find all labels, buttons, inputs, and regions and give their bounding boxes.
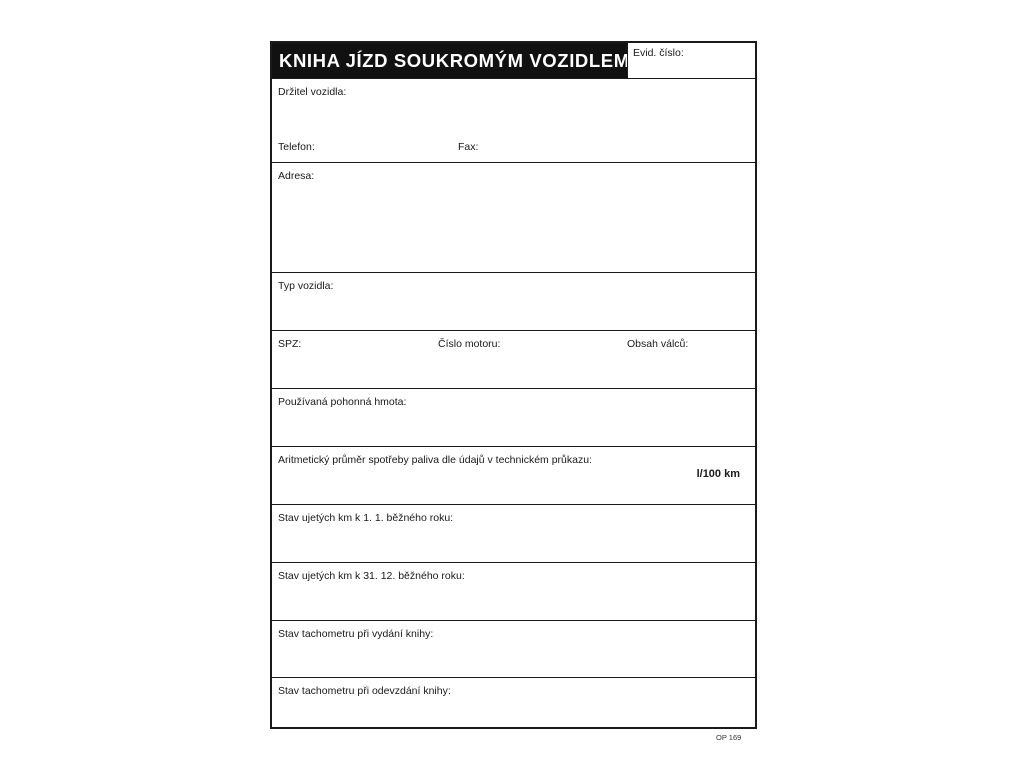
owner-section[interactable] <box>272 78 755 162</box>
address-label: Adresa: <box>278 170 315 182</box>
header-row <box>272 43 755 78</box>
odometer-return-section[interactable] <box>272 677 755 727</box>
form-code: OP 169 <box>716 733 742 742</box>
address-section[interactable] <box>272 162 755 272</box>
odometer-issue-label: Stav tachometru při vydání knihy: <box>278 628 434 640</box>
fuel-section[interactable] <box>272 388 755 446</box>
consumption-unit: l/100 km <box>696 468 740 480</box>
km-start-label: Stav ujetých km k 1. 1. běžného roku: <box>278 512 454 524</box>
evid-number-label: Evid. číslo: <box>633 47 684 59</box>
odometer-return-label: Stav tachometru při odevzdání knihy: <box>278 685 451 697</box>
registration-section[interactable] <box>272 330 755 388</box>
vehicle-type-label: Typ vozidla: <box>278 280 334 292</box>
consumption-section[interactable] <box>272 446 755 504</box>
evid-number-field[interactable] <box>627 43 755 78</box>
odometer-issue-section[interactable] <box>272 620 755 677</box>
vehicle-logbook-form <box>270 41 757 729</box>
owner-label: Držitel vozidla: <box>278 86 347 98</box>
fax-label: Fax: <box>458 141 479 153</box>
spz-label: SPZ: <box>278 338 302 350</box>
km-end-label: Stav ujetých km k 31. 12. běžného roku: <box>278 570 465 582</box>
km-start-section[interactable] <box>272 504 755 562</box>
fuel-label: Používaná pohonná hmota: <box>278 396 407 408</box>
phone-label: Telefon: <box>278 141 315 153</box>
engine-number-label: Číslo motoru: <box>438 338 501 350</box>
form-title: KNIHA JÍZD SOUKROMÝM VOZIDLEM <box>272 43 627 78</box>
displacement-label: Obsah válců: <box>627 338 689 350</box>
vehicle-type-section[interactable] <box>272 272 755 330</box>
km-end-section[interactable] <box>272 562 755 620</box>
consumption-label: Aritmetický průměr spotřeby paliva dle údajů v technickém průkazu: <box>278 454 592 466</box>
